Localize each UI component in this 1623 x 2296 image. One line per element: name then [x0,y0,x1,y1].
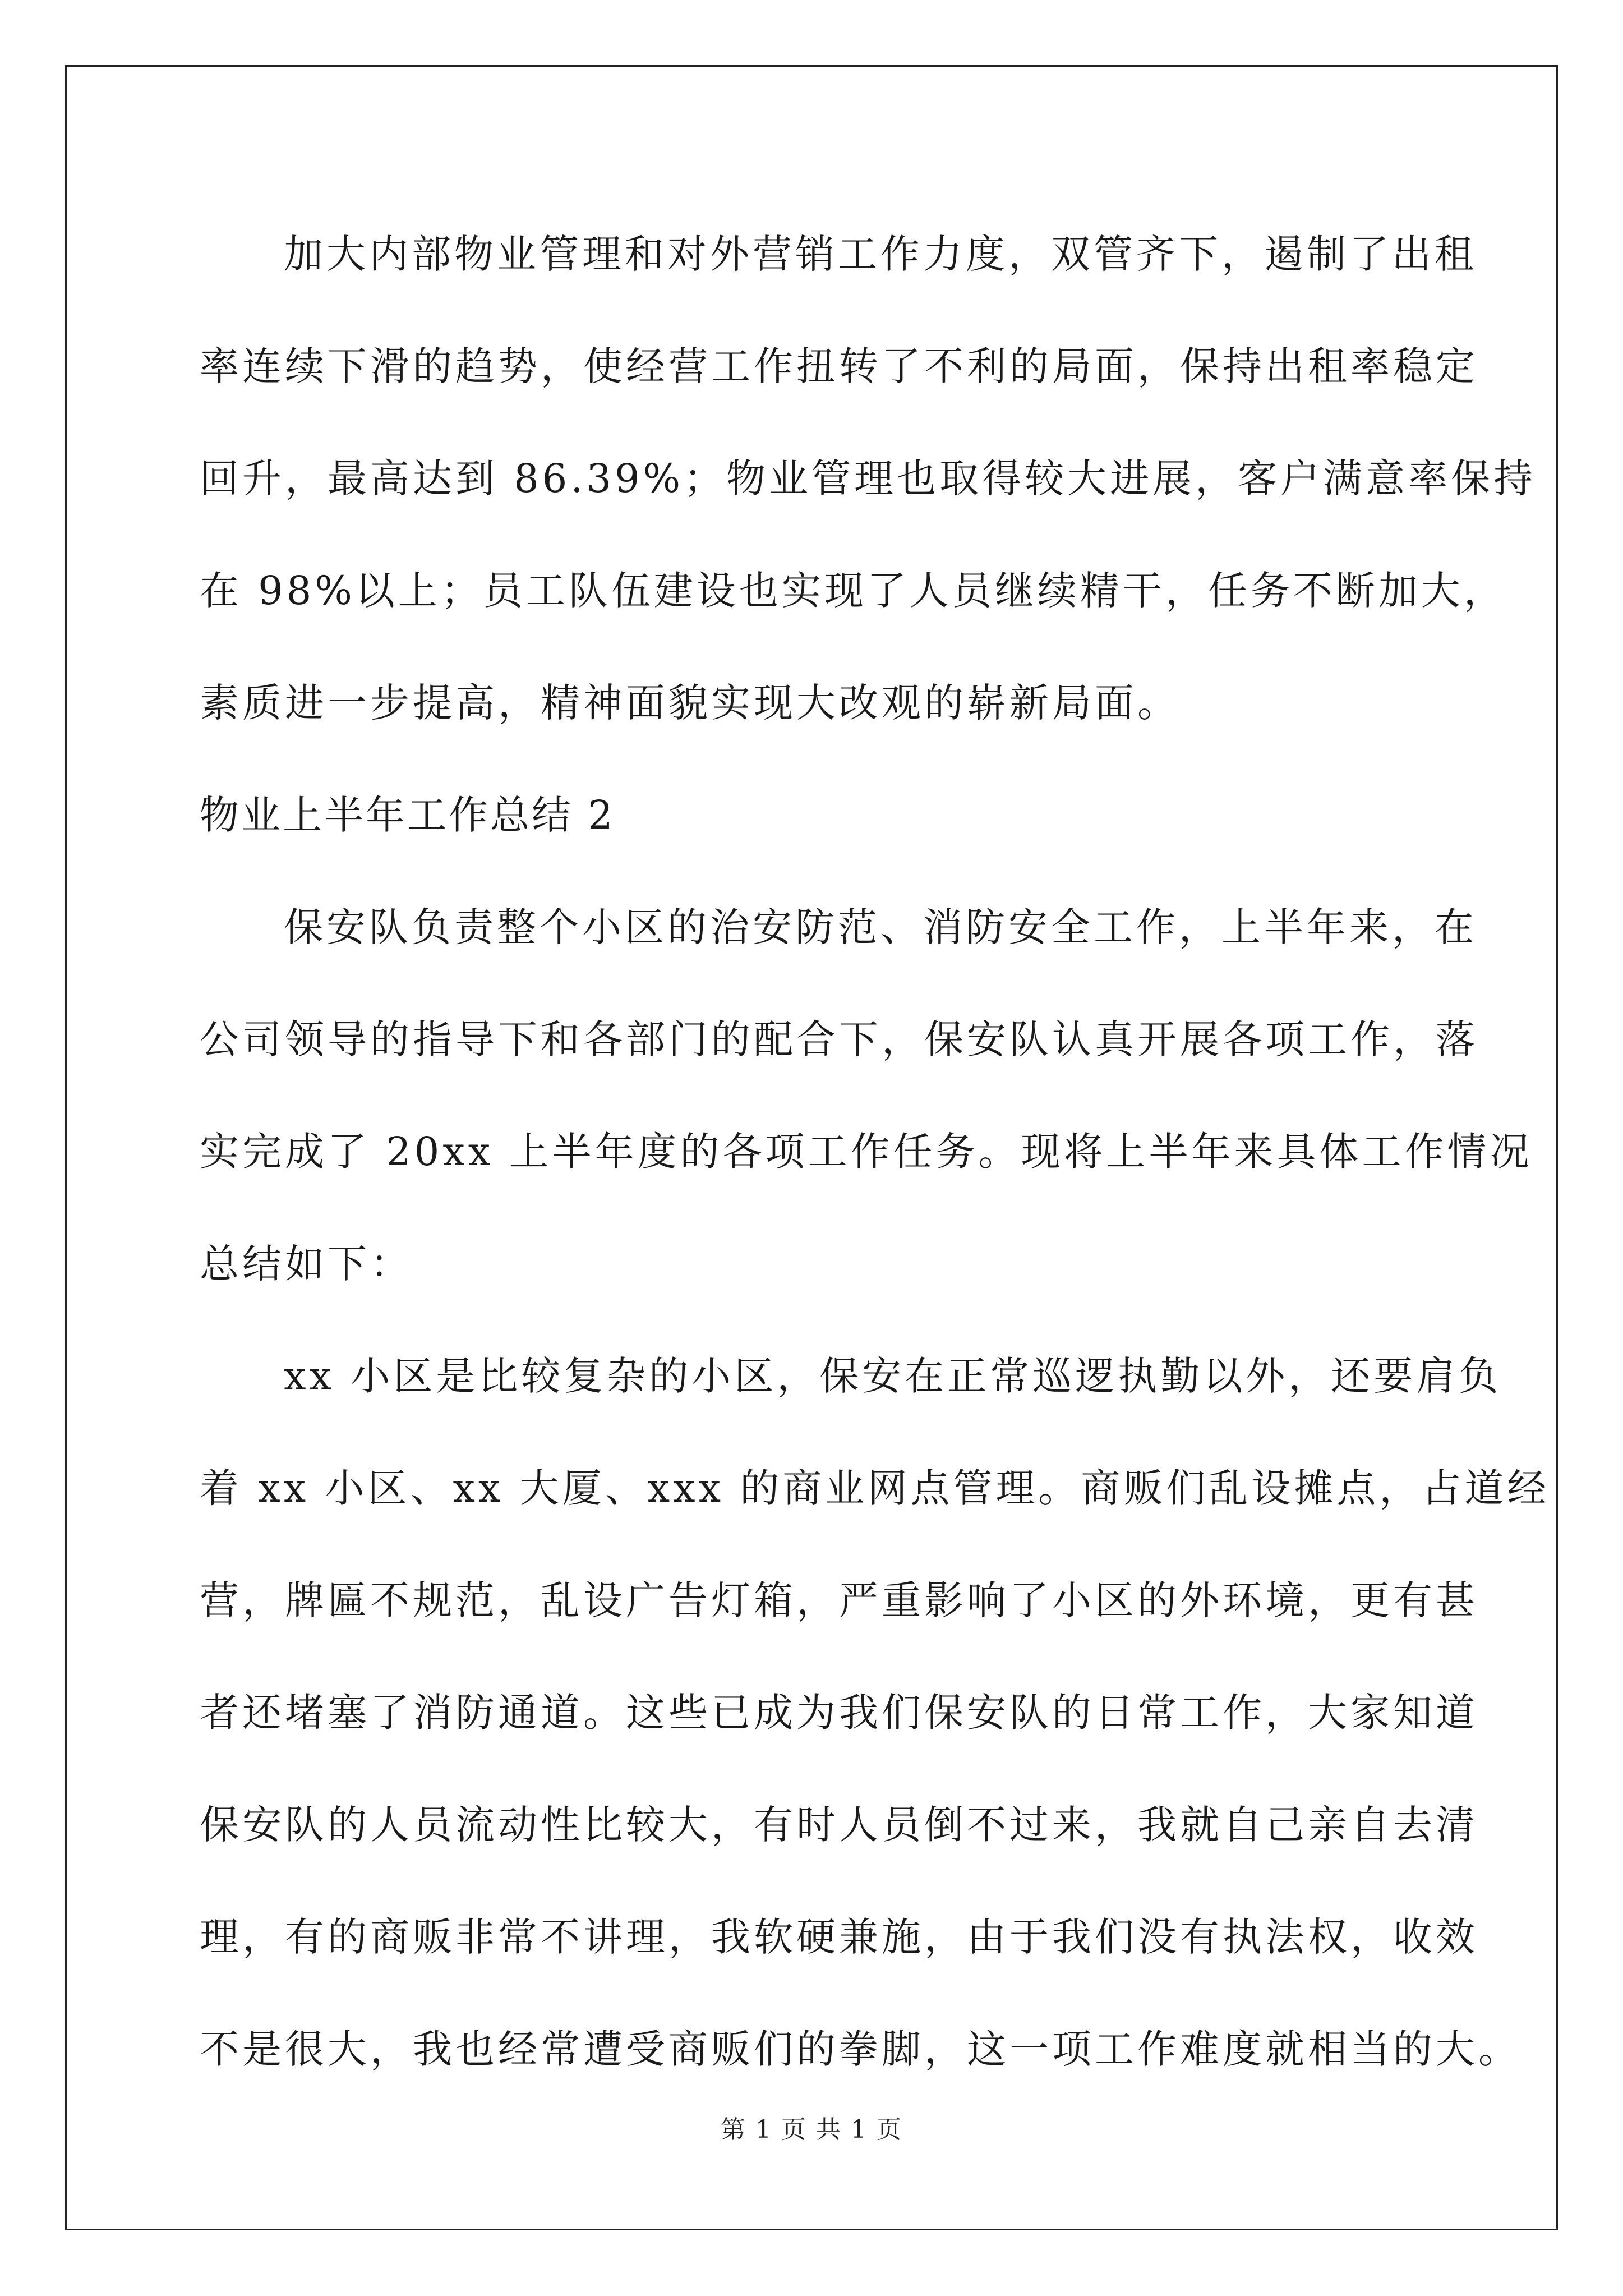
paragraph-line: 回升，最高达到 86.39%；物业管理也取得较大进展，客户满意率保持 [200,455,1537,501]
paragraph-line: 营，牌匾不规范，乱设广告灯箱，严重影响了小区的外环境，更有甚 [200,1577,1478,1623]
paragraph-line: 理，有的商贩非常不讲理，我软硬兼施，由于我们没有执法权，收效 [200,1914,1478,1960]
paragraph-line: 素质进一步提高，精神面貌实现大改观的崭新局面。 [200,680,1180,726]
section-heading: 物业上半年工作总结 2 [200,792,615,838]
paragraph-line: 公司领导的指导下和各部门的配合下，保安队认真开展各项工作，落 [200,1016,1478,1062]
paragraph-line: 者还堵塞了消防通道。这些已成为我们保安队的日常工作，大家知道 [200,1690,1478,1736]
document-body [200,212,1550,2119]
paragraph-line: 保安队负责整个小区的治安防范、消防安全工作，上半年来，在 [284,904,1477,950]
paragraph-line: 保安队的人员流动性比较大，有时人员倒不过来，我就自己亲自去清 [200,1802,1478,1848]
paragraph-line: 率连续下滑的趋势，使经营工作扭转了不利的局面，保持出租率稳定 [200,343,1478,389]
paragraph-line: 总结如下： [200,1241,413,1287]
paragraph-line: 着 xx 小区、xx 大厦、xxx 的商业网点管理。商贩们乱设摊点，占道经 [200,1465,1550,1511]
page-footer: 第 1 页 共 1 页 [721,2115,902,2144]
paragraph-line: 实完成了 20xx 上半年度的各项工作任务。现将上半年来具体工作情况 [200,1129,1533,1175]
paragraph-line: xx 小区是比较复杂的小区，保安在正常巡逻执勤以外，还要肩负 [284,1353,1502,1399]
paragraph-line: 不是很大，我也经常遭受商贩们的拳脚，这一项工作难度就相当的大。 [200,2026,1521,2072]
paragraph-line: 加大内部物业管理和对外营销工作力度，双管齐下，遏制了出租 [284,231,1477,277]
paragraph-line: 在 98%以上；员工队伍建设也实现了人员继续精干，任务不断加大， [200,568,1506,614]
